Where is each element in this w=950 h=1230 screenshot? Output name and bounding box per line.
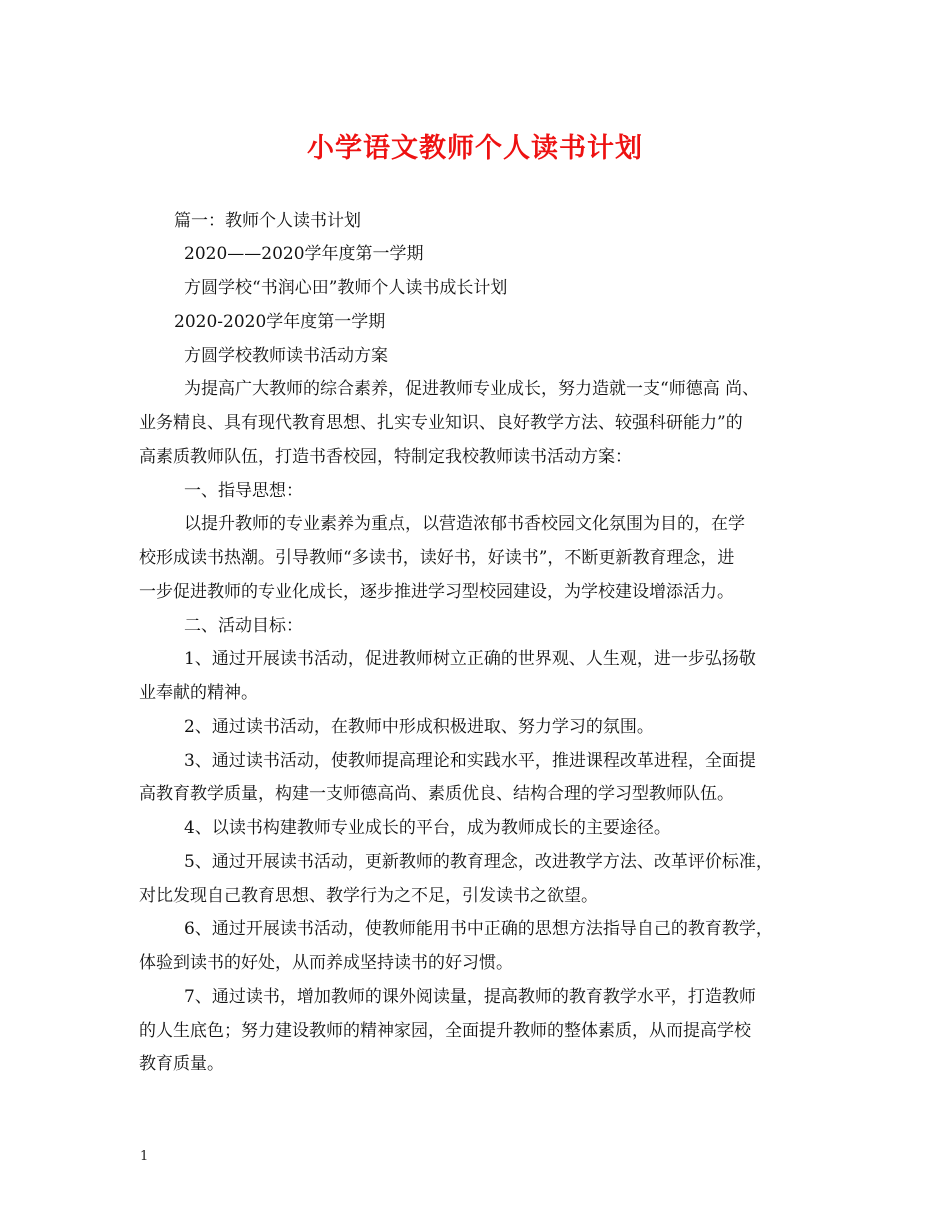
text-line: 体验到读书的好处，从而养成坚持读书的好习惯。 (139, 953, 513, 973)
text-line: 4、以读书构建教师专业成长的平台，成为教师成长的主要途径。 (184, 818, 671, 838)
section-heading: 二、活动目标： (184, 616, 303, 636)
text-line: 教育质量。 (139, 1054, 224, 1074)
text-line: 1、通过开展读书活动，促进教师树立正确的世界观、人生观，进一步弘扬敬 (184, 649, 756, 669)
text-line: 的人生底色；努力建设教师的精神家园，全面提升教师的整体素质，从而提高学校 (139, 1021, 751, 1041)
text-line: 对比发现自己教育思想、教学行为之不足，引发读书之欲望。 (139, 886, 598, 906)
text-line: 高教育教学质量，构建一支师德高尚、素质优良、结构合理的学习型教师队伍。 (139, 784, 734, 804)
text-line: 7、通过读书，增加教师的课外阅读量，提高教师的教育教学水平，打造教师 (184, 987, 756, 1007)
text-line: 篇一：教师个人读书计划 (174, 211, 361, 231)
text-line: 业奉献的精神。 (139, 683, 258, 703)
text-line: 业务精良、具有现代教育思想、扎实专业知识、良好教学方法、较强科研能力”的 (139, 413, 743, 433)
text-line: 3、通过读书活动，使教师提高理论和实践水平，推进课程改革进程，全面提 (184, 751, 756, 771)
document-title: 小学语文教师个人读书计划 (307, 133, 643, 164)
text-line: 方圆学校“书润心田”教师个人读书成长计划 (184, 278, 508, 298)
text-line: 校形成读书热潮。引导教师“多读书，读好书，好读书”，不断更新教育理念，进 (139, 548, 735, 568)
text-line: 方圆学校教师读书活动方案 (184, 346, 388, 366)
page-number: 1 (140, 1149, 149, 1164)
text-line: 2、通过读书活动，在教师中形成积极进取、努力学习的氛围。 (184, 717, 654, 737)
text-line: 5、通过开展读书活动，更新教师的教育理念，改进教学方法、改革评价标准， (184, 852, 773, 872)
text-line: 为提高广大教师的综合素养，促进教师专业成长，努力造就一支“师德高 尚、 (184, 379, 760, 399)
text-line: 6、通过开展读书活动，使教师能用书中正确的思想方法指导自己的教育教学， (184, 919, 773, 939)
text-line: 高素质教师队伍，打造书香校园，特制定我校教师读书活动方案： (139, 447, 632, 467)
section-heading: 一、指导思想： (184, 481, 303, 501)
text-line: 2020-2020学年度第一学期 (174, 312, 386, 332)
text-line: 一步促进教师的专业化成长，逐步推进学习型校园建设，为学校建设增添活力。 (139, 582, 734, 602)
text-line: 2020——2020学年度第一学期 (184, 244, 424, 264)
text-line: 以提升教师的专业素养为重点，以营造浓郁书香校园文化氛围为目的，在学 (184, 514, 745, 534)
